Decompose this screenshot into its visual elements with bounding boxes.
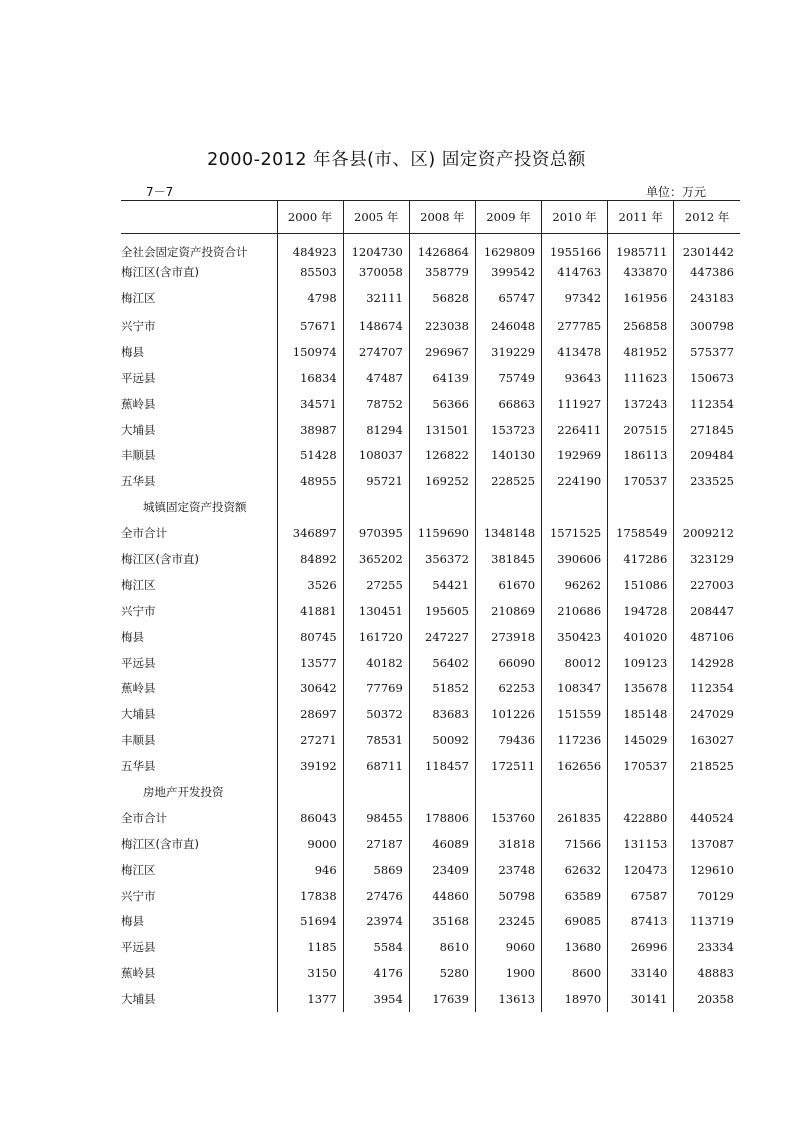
header-year: 2000 年	[277, 201, 343, 234]
table-cell: 27271	[277, 727, 343, 753]
table-row	[121, 624, 740, 650]
table-cell: 31818	[475, 831, 541, 857]
table-cell: 64139	[409, 365, 475, 391]
header-year: 2010 年	[542, 201, 608, 234]
table-cell: 48883	[674, 960, 740, 986]
table-cell: 39192	[277, 753, 343, 779]
table-cell: 46089	[409, 831, 475, 857]
table-cell: 296967	[409, 339, 475, 365]
table-cell: 233525	[674, 468, 740, 494]
table-cell: 61670	[475, 572, 541, 598]
table-cell: 77769	[343, 675, 409, 701]
table-cell: 5869	[343, 857, 409, 883]
table-cell: 96262	[542, 572, 608, 598]
table-cell: 247227	[409, 624, 475, 650]
table-row	[121, 234, 740, 263]
table-cell: 27255	[343, 572, 409, 598]
table-cell: 1571525	[542, 520, 608, 546]
table-cell: 66863	[475, 391, 541, 417]
row-label: 大埔县	[121, 992, 156, 1007]
table-cell: 129610	[674, 857, 740, 883]
row-label: 蕉岭县	[121, 966, 156, 981]
table-cell: 23334	[674, 934, 740, 960]
table-cell	[277, 494, 343, 520]
table-cell: 47487	[343, 365, 409, 391]
row-label: 全社会固定资产投资合计	[121, 245, 248, 259]
table-cell: 440524	[674, 805, 740, 831]
table-cell	[608, 779, 674, 805]
table-cell: 4176	[343, 960, 409, 986]
table-cell: 148674	[343, 313, 409, 339]
table-cell: 223038	[409, 313, 475, 339]
row-label: 蕉岭县	[121, 681, 156, 696]
table-cell: 20358	[674, 986, 740, 1012]
table-cell: 162656	[542, 753, 608, 779]
table-cell: 194728	[608, 598, 674, 624]
table-cell: 78531	[343, 727, 409, 753]
table-cell: 487106	[674, 624, 740, 650]
table-cell: 51428	[277, 442, 343, 468]
table-cell: 350423	[542, 624, 608, 650]
table-cell: 8600	[542, 960, 608, 986]
table-cell: 172511	[475, 753, 541, 779]
table-cell: 2301442	[674, 234, 740, 263]
table-row	[121, 572, 740, 598]
table-cell: 56402	[409, 650, 475, 676]
header-year: 2011 年	[608, 201, 674, 234]
table-cell: 67587	[608, 883, 674, 909]
table-cell: 319229	[475, 339, 541, 365]
table-row	[121, 262, 740, 282]
table-cell: 18970	[542, 986, 608, 1012]
table-cell: 1185	[277, 934, 343, 960]
table-cell: 178806	[409, 805, 475, 831]
table-cell: 26996	[608, 934, 674, 960]
table-row	[121, 546, 740, 572]
row-label: 五华县	[121, 474, 156, 489]
table-cell: 5584	[343, 934, 409, 960]
table-cell: 247029	[674, 701, 740, 727]
page-title: 2000-2012 年各县(市、区) 固定资产投资总额	[207, 150, 586, 170]
table-cell: 381845	[475, 546, 541, 572]
table-row	[121, 339, 740, 365]
table-cell: 51852	[409, 675, 475, 701]
row-label: 梅江区	[121, 290, 156, 305]
table-cell: 23409	[409, 857, 475, 883]
table-cell: 210686	[542, 598, 608, 624]
table-cell: 81294	[343, 417, 409, 443]
table-cell	[409, 779, 475, 805]
table-cell: 422880	[608, 805, 674, 831]
table-cell: 17838	[277, 883, 343, 909]
table-cell: 68711	[343, 753, 409, 779]
table-row	[121, 365, 740, 391]
table-row	[121, 934, 740, 960]
row-label: 大埔县	[121, 422, 156, 437]
table-cell: 3150	[277, 960, 343, 986]
table-cell: 13577	[277, 650, 343, 676]
table-cell	[475, 779, 541, 805]
table-cell: 51694	[277, 908, 343, 934]
row-label: 梅县	[121, 344, 144, 359]
table-cell: 32111	[343, 282, 409, 313]
table-row	[121, 468, 740, 494]
table-row	[121, 675, 740, 701]
table-cell: 126822	[409, 442, 475, 468]
table-cell: 273918	[475, 624, 541, 650]
header-year: 2009 年	[475, 201, 541, 234]
table-cell: 153723	[475, 417, 541, 443]
table-cell: 1348148	[475, 520, 541, 546]
section-header-row	[121, 494, 740, 520]
table-cell: 108347	[542, 675, 608, 701]
row-label: 全市合计	[121, 526, 167, 541]
table-cell: 365202	[343, 546, 409, 572]
header-year: 2012 年	[674, 201, 740, 234]
table-cell: 210869	[475, 598, 541, 624]
table-cell: 356372	[409, 546, 475, 572]
table-cell: 192969	[542, 442, 608, 468]
row-label: 兴宁市	[121, 888, 156, 903]
table-cell	[542, 779, 608, 805]
table-cell	[542, 494, 608, 520]
table-cell: 40182	[343, 650, 409, 676]
row-label: 平远县	[121, 655, 156, 670]
table-cell: 208447	[674, 598, 740, 624]
table-row	[121, 960, 740, 986]
table-cell: 135678	[608, 675, 674, 701]
table-cell: 195605	[409, 598, 475, 624]
table-cell: 44860	[409, 883, 475, 909]
table-cell: 101226	[475, 701, 541, 727]
table-cell: 414763	[542, 262, 608, 282]
table-cell: 13613	[475, 986, 541, 1012]
table-cell	[409, 494, 475, 520]
table-cell: 946	[277, 857, 343, 883]
table-cell: 575377	[674, 339, 740, 365]
header-stub	[121, 201, 277, 234]
table-cell: 27476	[343, 883, 409, 909]
section-header-row	[121, 779, 740, 805]
table-row	[121, 986, 740, 1012]
table-cell: 98455	[343, 805, 409, 831]
table-row	[121, 831, 740, 857]
table-cell	[277, 779, 343, 805]
table-cell: 2009212	[674, 520, 740, 546]
table-cell: 413478	[542, 339, 608, 365]
table-cell: 62632	[542, 857, 608, 883]
table-cell: 218525	[674, 753, 740, 779]
table-cell: 85503	[277, 262, 343, 282]
table-cell: 34571	[277, 391, 343, 417]
table-cell: 16834	[277, 365, 343, 391]
table-cell: 186113	[608, 442, 674, 468]
row-label: 兴宁市	[121, 318, 156, 333]
table-cell	[674, 494, 740, 520]
table-cell: 300798	[674, 313, 740, 339]
table-cell: 131153	[608, 831, 674, 857]
row-label: 梅县	[121, 629, 144, 644]
table-cell: 271845	[674, 417, 740, 443]
table-cell: 48955	[277, 468, 343, 494]
table-cell: 23974	[343, 908, 409, 934]
table-cell: 1758549	[608, 520, 674, 546]
table-cell: 1426864	[409, 234, 475, 263]
table-row	[121, 805, 740, 831]
table-cell: 137243	[608, 391, 674, 417]
table-cell: 150673	[674, 365, 740, 391]
table-cell: 117236	[542, 727, 608, 753]
table-cell: 30141	[608, 986, 674, 1012]
table-cell: 56366	[409, 391, 475, 417]
table-cell: 108037	[343, 442, 409, 468]
table-cell: 140130	[475, 442, 541, 468]
table-cell: 28697	[277, 701, 343, 727]
table-cell: 1159690	[409, 520, 475, 546]
table-cell: 54421	[409, 572, 475, 598]
table-row	[121, 908, 740, 934]
table-cell: 56828	[409, 282, 475, 313]
row-label: 兴宁市	[121, 603, 156, 618]
table-cell: 142928	[674, 650, 740, 676]
table-cell: 84892	[277, 546, 343, 572]
table-cell: 227003	[674, 572, 740, 598]
table-cell: 70129	[674, 883, 740, 909]
table-cell: 390606	[542, 546, 608, 572]
section-label: 城镇固定资产投资额	[143, 500, 247, 515]
table-cell: 4798	[277, 282, 343, 313]
table-cell: 228525	[475, 468, 541, 494]
table-cell: 71566	[542, 831, 608, 857]
table-cell: 447386	[674, 262, 740, 282]
table-cell: 97342	[542, 282, 608, 313]
table-cell: 137087	[674, 831, 740, 857]
table-cell: 87413	[608, 908, 674, 934]
table-cell: 62253	[475, 675, 541, 701]
table-row	[121, 598, 740, 624]
table-row	[121, 391, 740, 417]
table-cell: 153760	[475, 805, 541, 831]
table-cell: 481952	[608, 339, 674, 365]
table-cell: 109123	[608, 650, 674, 676]
table-cell: 1204730	[343, 234, 409, 263]
row-label: 梅江区(含市直)	[121, 551, 199, 566]
table-cell: 69085	[542, 908, 608, 934]
row-label: 平远县	[121, 370, 156, 385]
table-cell	[608, 494, 674, 520]
row-label: 丰顺县	[121, 448, 156, 463]
table-cell: 323129	[674, 546, 740, 572]
table-cell: 207515	[608, 417, 674, 443]
table-cell: 80745	[277, 624, 343, 650]
table-cell: 970395	[343, 520, 409, 546]
table-cell: 256858	[608, 313, 674, 339]
table-cell: 75749	[475, 365, 541, 391]
table-cell: 83683	[409, 701, 475, 727]
table-cell: 131501	[409, 417, 475, 443]
header-year: 2008 年	[409, 201, 475, 234]
table-cell: 23245	[475, 908, 541, 934]
table-cell: 17639	[409, 986, 475, 1012]
table-cell: 246048	[475, 313, 541, 339]
table-cell: 35168	[409, 908, 475, 934]
row-label: 梅江区(含市直)	[121, 836, 199, 851]
table-cell: 50092	[409, 727, 475, 753]
table-cell: 346897	[277, 520, 343, 546]
table-cell: 1900	[475, 960, 541, 986]
table-cell: 9060	[475, 934, 541, 960]
table-cell: 226411	[542, 417, 608, 443]
table-cell: 243183	[674, 282, 740, 313]
table-cell: 111623	[608, 365, 674, 391]
table-cell: 93643	[542, 365, 608, 391]
table-row	[121, 701, 740, 727]
table-cell: 401020	[608, 624, 674, 650]
table-row	[121, 282, 740, 313]
table-cell: 3526	[277, 572, 343, 598]
row-label: 大埔县	[121, 707, 156, 722]
table-cell: 163027	[674, 727, 740, 753]
table-row	[121, 520, 740, 546]
table-cell: 23748	[475, 857, 541, 883]
table-cell: 274707	[343, 339, 409, 365]
table-cell: 484923	[277, 234, 343, 263]
investment-table-container	[121, 200, 740, 1012]
section-label: 房地产开发投资	[143, 784, 224, 799]
table-cell: 209484	[674, 442, 740, 468]
table-cell: 50798	[475, 883, 541, 909]
table-cell: 185148	[608, 701, 674, 727]
table-cell: 118457	[409, 753, 475, 779]
table-cell: 8610	[409, 934, 475, 960]
table-cell: 161956	[608, 282, 674, 313]
table-cell: 30642	[277, 675, 343, 701]
table-cell: 151086	[608, 572, 674, 598]
row-label: 全市合计	[121, 810, 167, 825]
table-cell: 170537	[608, 468, 674, 494]
table-cell	[475, 494, 541, 520]
investment-table	[121, 200, 740, 1012]
table-cell: 3954	[343, 986, 409, 1012]
row-label: 梅江区(含市直)	[121, 265, 199, 279]
row-label: 梅县	[121, 914, 144, 929]
table-cell: 170537	[608, 753, 674, 779]
table-cell: 370058	[343, 262, 409, 282]
table-cell: 63589	[542, 883, 608, 909]
table-cell: 1955166	[542, 234, 608, 263]
table-cell: 79436	[475, 727, 541, 753]
row-label: 平远县	[121, 940, 156, 955]
table-cell: 358779	[409, 262, 475, 282]
row-label: 五华县	[121, 759, 156, 774]
unit-label: 单位：万元	[646, 185, 707, 199]
header-row	[121, 201, 740, 234]
table-row	[121, 313, 740, 339]
table-cell: 65747	[475, 282, 541, 313]
table-cell: 38987	[277, 417, 343, 443]
table-cell: 277785	[542, 313, 608, 339]
table-cell	[343, 494, 409, 520]
table-cell: 57671	[277, 313, 343, 339]
table-cell: 417286	[608, 546, 674, 572]
table-cell: 113719	[674, 908, 740, 934]
table-cell: 120473	[608, 857, 674, 883]
table-cell: 224190	[542, 468, 608, 494]
table-cell: 261835	[542, 805, 608, 831]
table-row	[121, 650, 740, 676]
table-row	[121, 417, 740, 443]
table-cell: 95721	[343, 468, 409, 494]
table-cell: 27187	[343, 831, 409, 857]
table-cell: 169252	[409, 468, 475, 494]
table-cell: 151559	[542, 701, 608, 727]
table-cell: 130451	[343, 598, 409, 624]
table-cell: 9000	[277, 831, 343, 857]
table-cell: 112354	[674, 675, 740, 701]
table-cell: 150974	[277, 339, 343, 365]
table-cell: 111927	[542, 391, 608, 417]
table-cell: 1629809	[475, 234, 541, 263]
table-row	[121, 442, 740, 468]
table-cell: 1377	[277, 986, 343, 1012]
table-cell: 41881	[277, 598, 343, 624]
table-cell: 161720	[343, 624, 409, 650]
table-cell: 80012	[542, 650, 608, 676]
row-label: 梅江区	[121, 862, 156, 877]
table-cell: 145029	[608, 727, 674, 753]
table-cell: 33140	[608, 960, 674, 986]
table-cell: 5280	[409, 960, 475, 986]
table-row	[121, 753, 740, 779]
table-cell: 50372	[343, 701, 409, 727]
header-year: 2005 年	[343, 201, 409, 234]
table-number: 7－7	[146, 185, 174, 199]
table-row	[121, 857, 740, 883]
table-cell: 66090	[475, 650, 541, 676]
row-label: 蕉岭县	[121, 396, 156, 411]
table-cell: 433870	[608, 262, 674, 282]
table-row	[121, 883, 740, 909]
table-cell: 1985711	[608, 234, 674, 263]
table-cell: 86043	[277, 805, 343, 831]
table-cell: 78752	[343, 391, 409, 417]
row-label: 丰顺县	[121, 733, 156, 748]
row-label: 梅江区	[121, 577, 156, 592]
table-cell: 13680	[542, 934, 608, 960]
table-cell: 399542	[475, 262, 541, 282]
table-row	[121, 727, 740, 753]
table-cell: 112354	[674, 391, 740, 417]
table-cell	[343, 779, 409, 805]
table-cell	[674, 779, 740, 805]
